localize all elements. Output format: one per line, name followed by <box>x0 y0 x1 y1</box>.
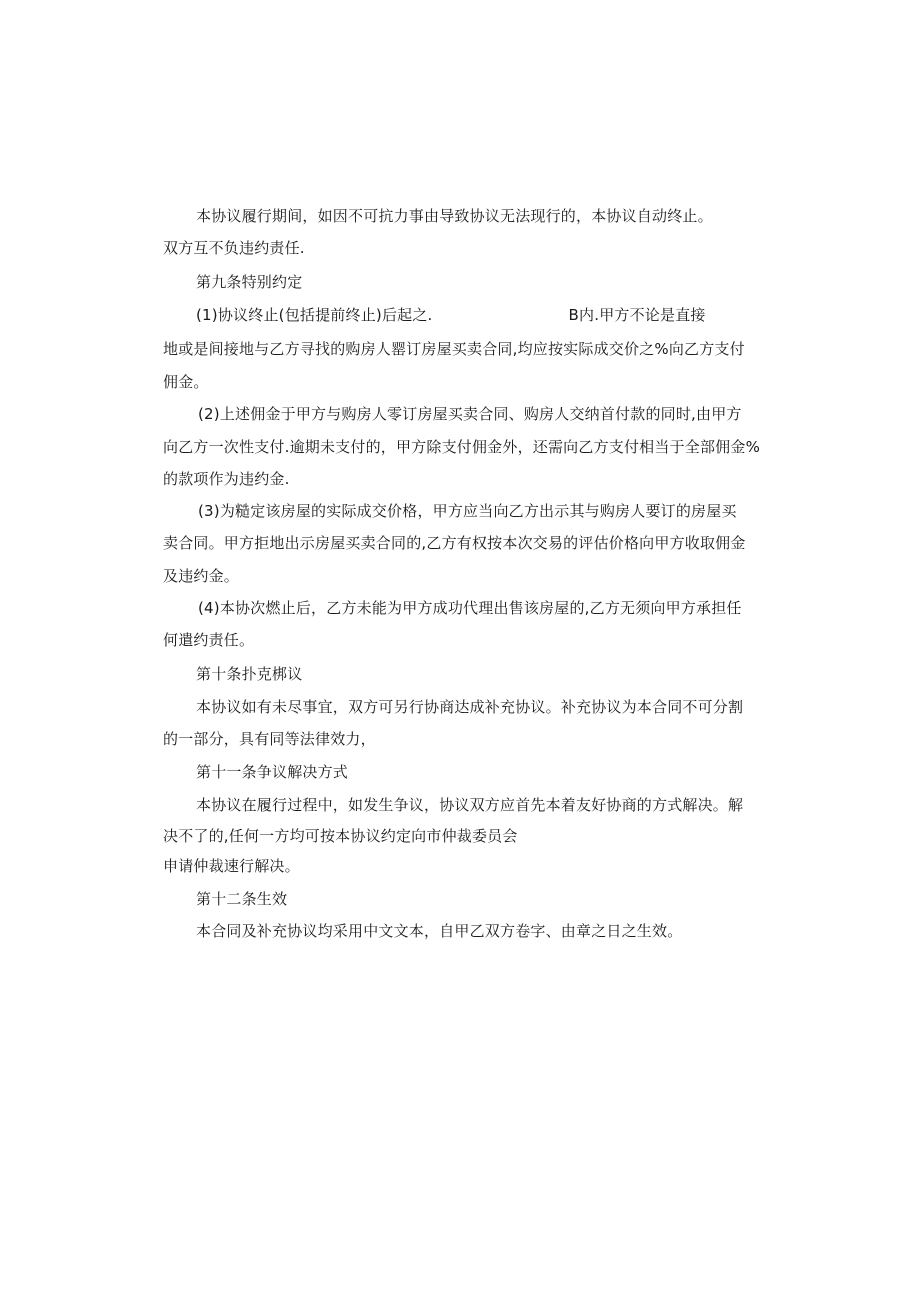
article-10-line-2: 的一部分，具有同等法律效力， <box>163 730 376 748</box>
article-9-item-1-line-3: 佣金。 <box>163 373 209 391</box>
article-10-heading: 第十条扑克梆议 <box>196 665 303 683</box>
article-9-item-2-line-3: 的款项作为违约金. <box>163 470 290 488</box>
force-majeure-line-1: 本协议履行期间，如因不可抗力事由导致协议无法现行的，本协议自动终止。 <box>196 207 713 225</box>
article-9-item-1-part-2: B内.甲方不论是直接 <box>568 306 706 324</box>
article-11-heading: 第十一条争议解决方式 <box>196 763 349 781</box>
article-9-item-1-line-2: 地或是间接地与乙方寻找的购房人罂订房屋买卖合同,均应按实际成交价之%向乙方支付 <box>163 340 745 358</box>
force-majeure-line-2: 双方互不负违约责任. <box>163 239 305 257</box>
article-9-item-3-line-1: (3)为糙定该房屋的实际成交价格，甲方应当向乙方出示其与购房人要订的房屋买 <box>198 502 737 520</box>
article-9-item-3-line-2: 卖合同。甲方拒地出示房屋买卖合同的,乙方有权按本次交易的评估价格向甲方收取佣金 <box>163 534 746 552</box>
article-9-item-4-line-1: (4)本协次燃止后，乙方未能为甲方成功代理出售该房屋的,乙方无须向甲方承担任 <box>198 599 742 617</box>
article-9-item-2-line-2: 向乙方一次性支付.逾期未支付的，甲方除支付佣金外，还需向乙方支付相当于全部佣金% <box>163 438 761 456</box>
article-9-heading: 第九条特别约定 <box>196 273 303 291</box>
article-11-line-3: 申请仲裁速行解决。 <box>163 857 300 875</box>
article-12-line-1: 本合同及补充协议均采用中文文本，自甲乙双方卷字、由章之日之生效。 <box>196 922 683 940</box>
article-9-item-4-line-2: 何遣约责任。 <box>163 631 255 649</box>
article-11-line-1: 本协议在履行过程中，如发生争议，协议双方应首先本着友好协商的方式解决。解 <box>196 796 744 814</box>
article-9-item-1-part-1: (1)协议终止(包括提前终止)后起之. <box>196 306 433 324</box>
article-9-item-1-line-1 <box>196 305 706 325</box>
article-9-item-3-line-3: 及违约金。 <box>163 567 240 585</box>
article-11-line-2: 决不了的,任何一方均可按本协议约定向市仲裁委员会 <box>163 827 518 845</box>
article-9-item-2-line-1: (2)上述佣金于甲方与购房人零订房屋买卖合同、购房人交纳首付款的同时,由甲方 <box>198 405 742 423</box>
article-12-heading: 第十二条生效 <box>196 890 288 908</box>
article-10-line-1: 本协议如有未尽事宜，双方可另行协商达成补充协议。补充协议为本合同不可分割 <box>196 698 744 716</box>
